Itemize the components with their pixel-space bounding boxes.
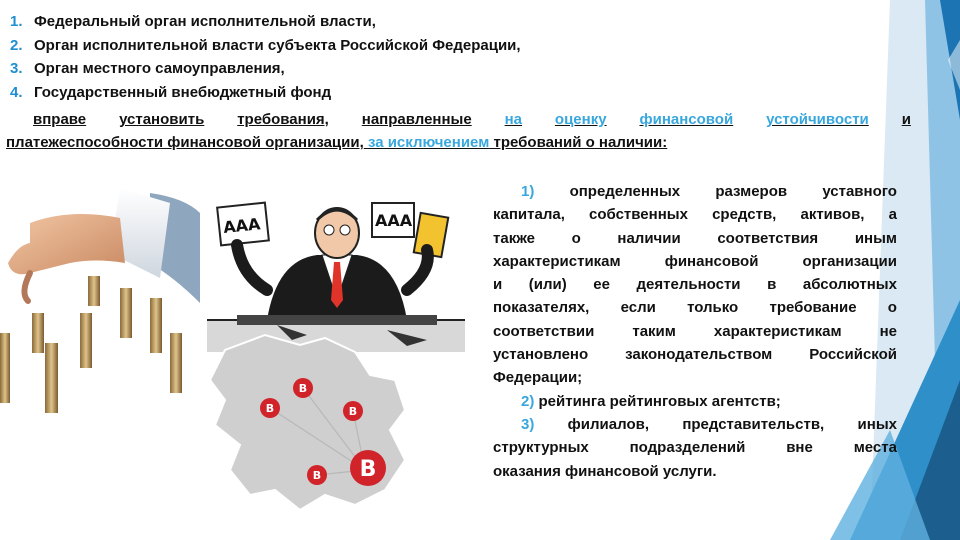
item-line — [493, 203, 897, 226]
para-text: платежеспособности финансовой организации, — [6, 134, 364, 151]
sign-left-text: AAA — [222, 214, 262, 238]
list-text: Орган местного самоуправления, — [34, 60, 285, 77]
item-word: оказания финансовой услуги. — [493, 462, 717, 480]
item-text: рейтинга рейтинговых агентств; — [538, 392, 781, 410]
item-word: наличии — [617, 229, 681, 247]
item-word: характеристикам — [713, 322, 842, 340]
item-word: активов, — [800, 206, 865, 224]
item-word: в — [767, 276, 777, 294]
item-word: размеров — [715, 183, 788, 200]
item-line — [493, 250, 897, 273]
list-item — [10, 34, 910, 58]
badge-text: B — [348, 405, 358, 418]
para-word: и — [901, 111, 911, 128]
list-number: 1. — [10, 13, 23, 30]
item-word: уставного — [822, 183, 897, 200]
item-word: филиалов, — [567, 415, 649, 433]
item-word: капитала, — [493, 206, 565, 224]
item-word: средств, — [712, 206, 777, 224]
organ-list — [10, 10, 910, 104]
rights-paragraph — [6, 108, 911, 154]
para-highlight: финансовой — [639, 111, 734, 128]
item-word: требование — [769, 299, 857, 317]
item-word: характеристикам — [493, 252, 621, 270]
item-line — [493, 343, 897, 366]
item-number: 2) — [521, 392, 535, 410]
para-word: требования, — [237, 111, 329, 128]
para-highlight: за исключением — [367, 134, 490, 151]
item-line — [493, 436, 897, 459]
badge-text: B — [359, 457, 377, 482]
item-word: Федерации; — [493, 369, 583, 387]
item-word: иным — [854, 229, 897, 247]
hand-coins-image — [0, 183, 200, 428]
item-word: структурных — [493, 439, 589, 457]
item-word: определенных — [569, 183, 681, 200]
para-highlight: устойчивости — [766, 111, 869, 128]
item-word: о — [887, 299, 897, 317]
item-word: ее — [593, 276, 610, 294]
list-number: 2. — [10, 36, 23, 54]
item-word: установлено — [493, 346, 589, 364]
para-word: установить — [119, 111, 205, 128]
item-word: вне — [786, 439, 813, 457]
item-word: а — [888, 206, 897, 224]
para-word: направленные — [361, 111, 472, 128]
sign-right-text: AAA — [375, 211, 413, 230]
list-item — [10, 57, 910, 81]
item-word: о — [571, 229, 581, 247]
item-word: подразделений — [629, 439, 746, 457]
list-number: 4. — [10, 83, 23, 101]
requirements-list — [493, 180, 897, 483]
item-word: (или) — [528, 276, 567, 294]
para-word: вправе — [33, 111, 87, 128]
item-word: показателях, — [493, 299, 590, 317]
item-line — [493, 413, 897, 436]
badge-text: B — [312, 469, 322, 482]
item-word: законодательством — [625, 346, 773, 364]
item-word: не — [879, 322, 897, 340]
item-word: таким — [632, 322, 676, 340]
badge-text: B — [265, 402, 275, 415]
para-text: требований о наличии: — [493, 134, 668, 151]
item-word: иных — [857, 415, 897, 433]
map-rating-image — [205, 330, 413, 512]
item-word: финансовой — [664, 252, 759, 270]
item-line — [493, 460, 897, 483]
item-word: собственных — [589, 206, 688, 224]
badge-text: B — [298, 382, 308, 395]
item-word: деятельности — [636, 276, 741, 294]
list-text: Федеральный орган исполнительной власти, — [34, 13, 376, 30]
item-word: места — [853, 439, 897, 457]
item-word: абсолютных — [802, 276, 897, 294]
list-number: 3. — [10, 60, 23, 77]
list-text: Государственный внебюджетный фонд — [34, 83, 332, 101]
item-word: и — [493, 276, 503, 294]
item-word: Российской — [809, 346, 897, 364]
item-word: также — [493, 229, 535, 247]
list-item — [10, 81, 910, 105]
item-word: представительств, — [682, 415, 825, 433]
para-highlight: на — [504, 111, 523, 128]
item-word: если — [620, 299, 656, 317]
item-number: 1) — [521, 183, 535, 200]
item-line — [493, 366, 897, 389]
item-number: 3) — [521, 415, 535, 433]
item-word: только — [687, 299, 739, 317]
list-item — [10, 10, 910, 34]
item-line — [493, 180, 897, 203]
item-word: организации — [802, 252, 897, 270]
item-line — [493, 390, 897, 413]
item-word: соответствия — [717, 229, 819, 247]
item-line — [493, 227, 897, 250]
item-line — [493, 273, 897, 296]
para-highlight: оценку — [554, 111, 607, 128]
item-line — [493, 320, 897, 343]
list-text: Орган исполнительной власти субъекта Российской Федерации, — [34, 36, 521, 54]
item-word: соответствии — [493, 322, 595, 340]
item-line — [493, 296, 897, 319]
